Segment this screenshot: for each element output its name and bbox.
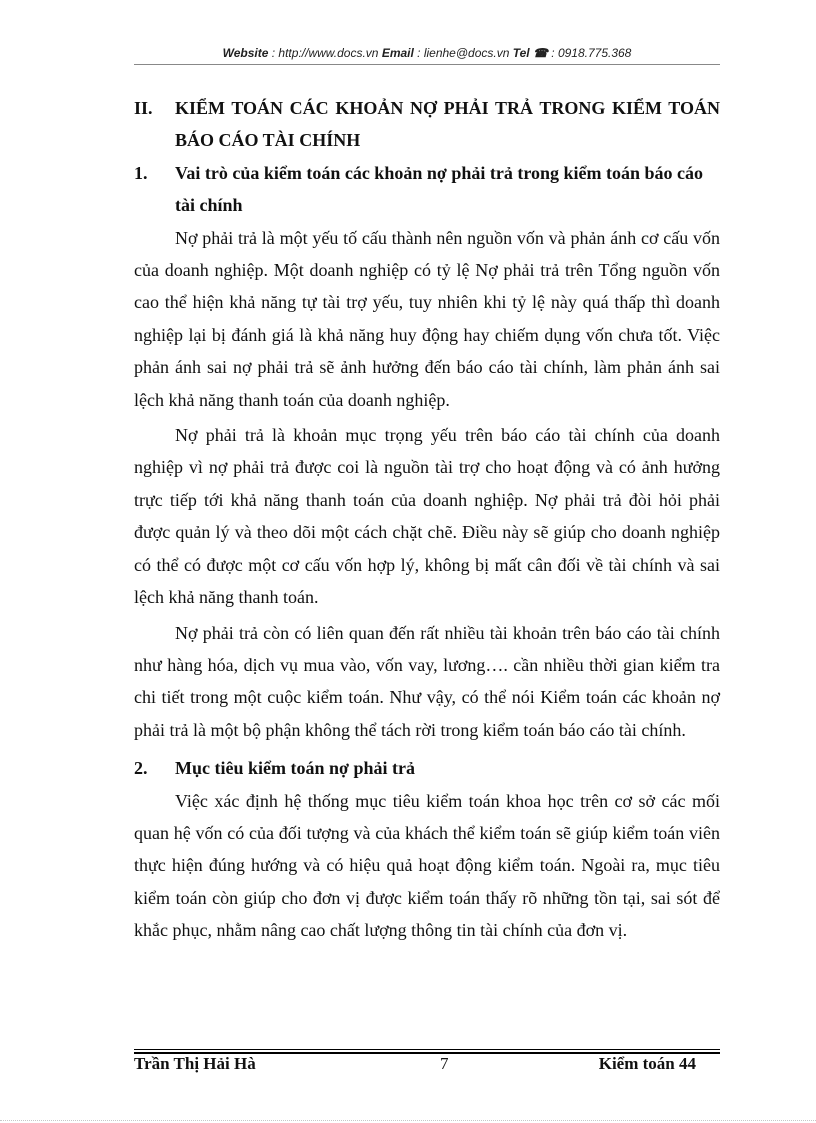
tel-value: : 0918.775.368 xyxy=(547,46,632,60)
page-number: 7 xyxy=(440,1054,449,1073)
website-value: : http://www.docs.vn xyxy=(268,46,382,60)
footer-author: Trần Thị Hải Hà xyxy=(134,1054,256,1073)
paragraph: Nợ phải trả là một yếu tố cấu thành nên nguồn vốn và phản ánh cơ cấu vốn của doanh nghiệp. Một doanh nghiệp có tỷ lệ Nợ phải trả trên Tổng nguồn vốn cao thể hiện khả năng tự tài trợ yếu, tuy nhiên khi tỷ lệ này quá thấp thì doanh nghiệp lại bị đánh giá là khả năng huy động hay chiếm dụng vốn chưa tốt. Việc phản ánh sai nợ phải trả sẽ ảnh hưởng đến báo cáo tài chính, làm phản ánh sai lệch khả năng thanh toán của doanh nghiệp. xyxy=(134,227,720,410)
website-label: Website xyxy=(222,46,269,60)
subsection-title: Vai trò của kiểm toán các khoản nợ phải trả trong kiểm toán báo cáo tài chính xyxy=(175,162,703,216)
paragraph: Nợ phải trả còn có liên quan đến rất nhiều tài khoản trên báo cáo tài chính như hàng hóa, dịch vụ mua vào, vốn vay, lương…. cần nhiều thời gian kiểm tra chi tiết trong một cuộc kiểm toán. Như vậy, có thể nói Kiểm toán các khoản nợ phải trả là một bộ phận không thể tách rời trong kiểm toán báo cáo tài chính. xyxy=(134,622,720,740)
header-divider xyxy=(134,64,720,65)
section-title: KIỂM TOÁN CÁC KHOẢN NỢ PHẢI TRẢ TRONG KIỂM TOÁN BÁO CÁO TÀI CHÍNH xyxy=(175,98,720,151)
section-number: II. xyxy=(134,98,153,118)
section-heading xyxy=(134,92,720,157)
document-body xyxy=(134,92,720,950)
subsection-heading xyxy=(134,752,720,784)
paragraph: Nợ phải trả là khoản mục trọng yếu trên báo cáo tài chính của doanh nghiệp vì nợ phải trả được coi là nguồn tài trợ cho hoạt động và có ảnh hưởng trực tiếp tới khả năng thanh toán của doanh nghiệp. Nợ phải trả đòi hỏi phải được quản lý và theo dõi một cách chặt chẽ. Điều này sẽ giúp cho doanh nghiệp có thể có được một cơ cấu vốn hợp lý, không bị mất cân đối về tài chính và sai lệch khả năng thanh toán. xyxy=(134,425,720,608)
email-value: : lienhe@docs.vn xyxy=(413,46,513,60)
page-bottom-border xyxy=(0,1120,816,1121)
tel-label: Tel xyxy=(512,46,530,60)
subsection-title: Mục tiêu kiểm toán nợ phải trả xyxy=(175,758,415,779)
footer-course: Kiểm toán 44 xyxy=(598,1054,696,1073)
phone-icon: ☎ xyxy=(532,46,548,60)
page-header xyxy=(134,46,720,60)
page-footer xyxy=(134,1054,720,1078)
footer-divider-thin xyxy=(134,1049,720,1050)
paragraph: Việc xác định hệ thống mục tiêu kiểm toán khoa học trên cơ sở các mối quan hệ vốn có của đối tượng và của khách thể kiểm toán sẽ giúp kiểm toán viên thực hiện đúng hướng và có hiệu quả hoạt động kiểm toán. Ngoài ra, mục tiêu kiểm toán còn giúp cho đơn vị được kiểm toán thấy rõ những tồn tại, sai sót để khắc phục, nhằm nâng cao chất lượng thông tin tài chính của đơn vị. xyxy=(134,790,720,941)
subsection-heading xyxy=(134,157,720,222)
subsection-number: 2. xyxy=(134,758,148,779)
email-label: Email xyxy=(381,46,414,60)
subsection-number: 1. xyxy=(134,162,148,183)
